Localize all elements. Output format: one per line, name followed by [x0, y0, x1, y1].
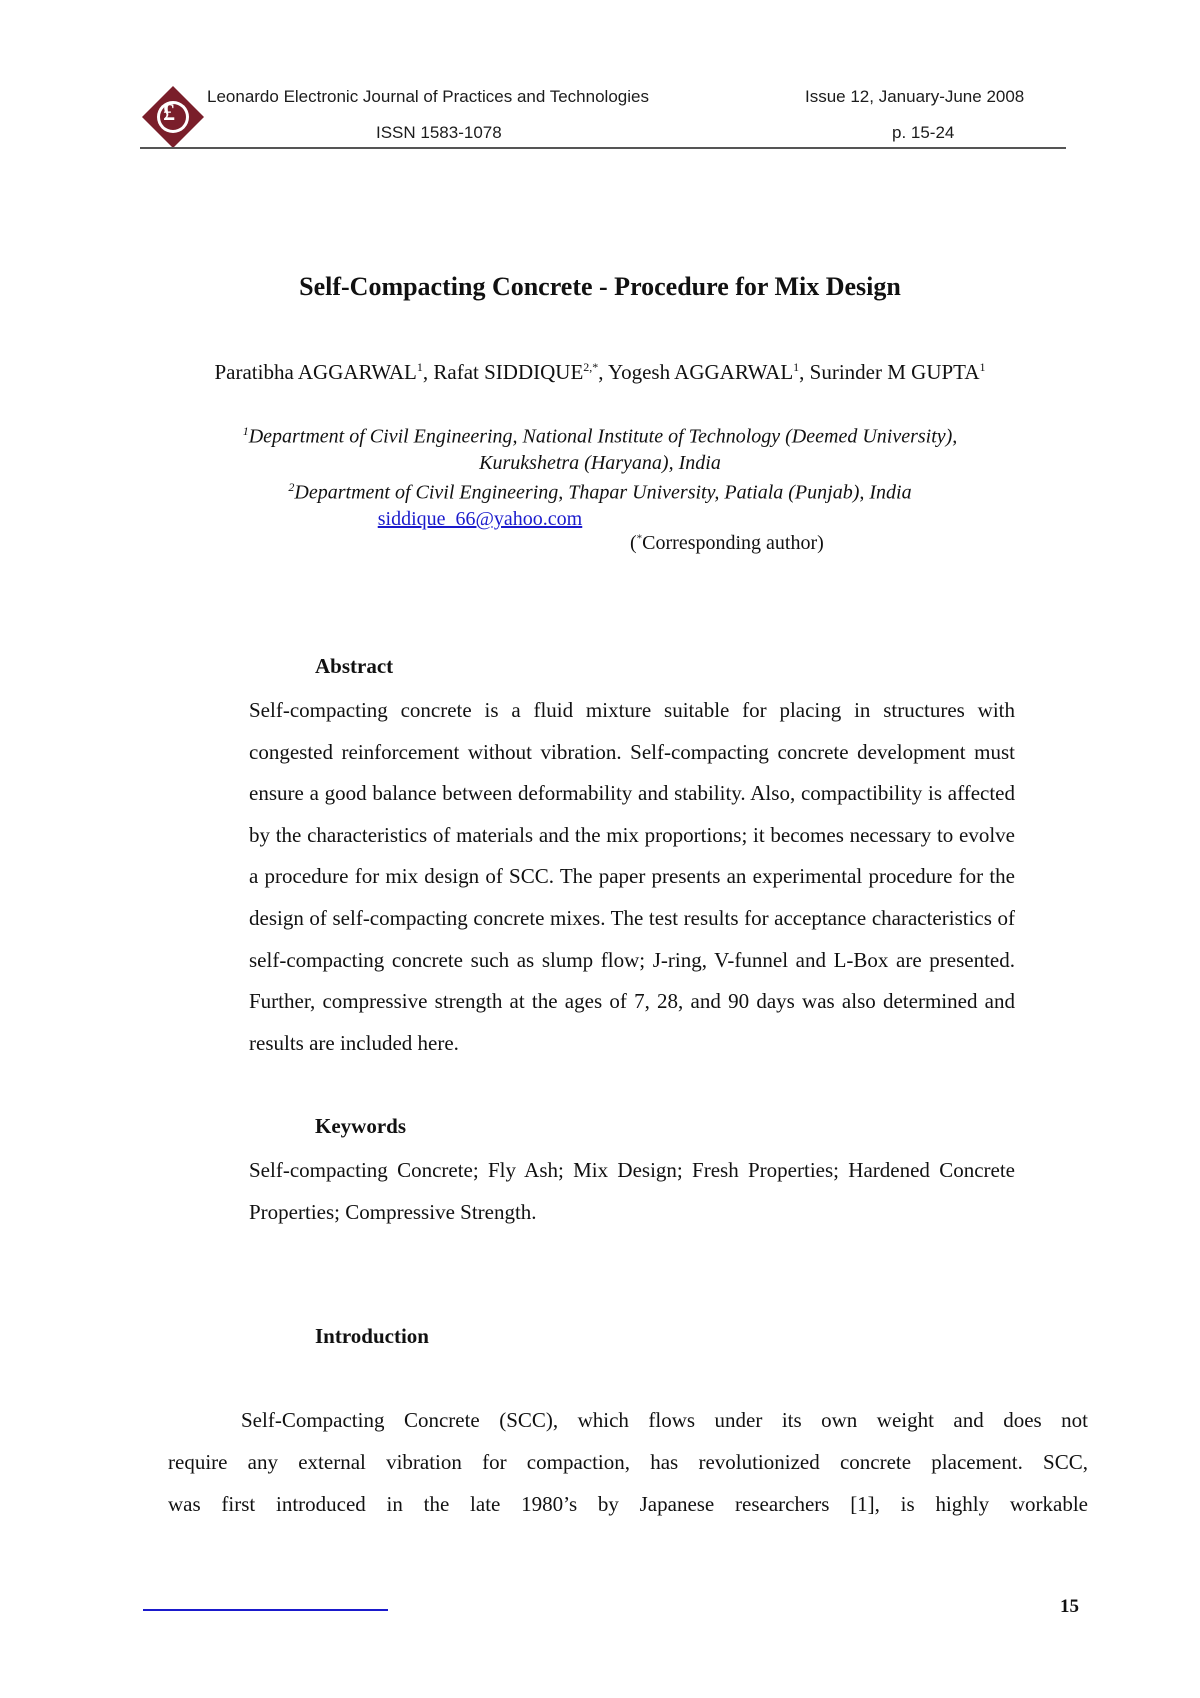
page-number: 15: [1060, 1596, 1079, 1617]
journal-logo: [140, 84, 206, 150]
author-name: Yogesh AGGARWAL: [608, 360, 794, 384]
affiliation-2: [0, 480, 1200, 505]
corr-sup: *: [636, 532, 643, 545]
affiliation-sup: 2: [288, 480, 295, 494]
logo-letter: £: [163, 100, 175, 126]
keywords-heading: Keywords: [315, 1114, 406, 1138]
footer-rule: [143, 1609, 388, 1611]
introduction-line: require any external vibration for compaction, has revolutionized concrete placement. SCC,: [168, 1450, 1088, 1474]
abstract-text: Self-compacting concrete is a fluid mixture suitable for placing in structures with congested reinforcement without vibration. Self-compacting concrete development must ensure a good balance between deformability and stability. Also, compactibility is affected by the characteristics of materials and the mix proportions; it becomes necessary to evolve a procedure for mix design of SCC. The paper presents an experimental procedure for the design of self-compacting concrete mixes. The test results for acceptance characteristics of self-compacting concrete such as slump flow; J-ring, V-funnel and L-Box are presented. Further, compressive strength at the ages of 7, 28, and 90 days was also determined and results are included here.: [249, 698, 1015, 1055]
corr-text: Corresponding author): [642, 532, 824, 554]
introduction-line: Self-Compacting Concrete (SCC), which flows under its own weight and does not: [241, 1408, 1088, 1432]
author-sup: 1: [416, 360, 423, 374]
introduction-line: was first introduced in the late 1980’s by Japanese researchers [1], is highly workable: [168, 1492, 1088, 1516]
journal-name: Leonardo Electronic Journal of Practices and Technologies: [207, 87, 649, 106]
paper-title: Self-Compacting Concrete - Procedure for Mix Design: [299, 272, 901, 301]
author-name: Paratibha AGGARWAL: [214, 360, 417, 384]
corresponding-author-note: [630, 532, 824, 555]
author-name: Rafat SIDDIQUE: [433, 360, 584, 384]
abstract-heading: Abstract: [315, 654, 394, 678]
page-range: p. 15-24: [892, 123, 955, 142]
affiliation-sup: 1: [242, 424, 249, 438]
affiliation-1-line2: Kurukshetra (Haryana), India: [479, 452, 721, 474]
introduction-heading: Introduction: [315, 1324, 429, 1348]
author-sup: 1: [793, 360, 800, 374]
issn: ISSN 1583-1078: [376, 123, 502, 142]
affiliation-text: Department of Civil Engineering, Thapar University, Patiala (Punjab), India: [294, 481, 912, 504]
affiliation-1: [0, 424, 1200, 449]
corr-open: (: [630, 532, 637, 554]
issue-info: Issue 12, January-June 2008: [805, 87, 1025, 106]
author-name: Surinder M GUPTA: [809, 360, 980, 384]
author-sup: 1: [979, 360, 986, 374]
author-sup: 2,*: [583, 360, 599, 374]
affiliation-text: Department of Civil Engineering, National Institute of Technology (Deemed University),: [248, 425, 958, 448]
author-list: Paratibha AGGARWAL$^1$, Rafat $SIDDIQUE^{2,*}$, Yogesh AGGARWAL$^1$, Surinder M GUPTA$^1$: [214, 360, 986, 384]
keywords-text: Self-compacting Concrete; Fly Ash; Mix Design; Fresh Properties; Hardened Concrete Properties; Compressive Strength.: [249, 1158, 1015, 1224]
email-link[interactable]: siddique_66@yahoo.com: [377, 508, 583, 530]
header-rule: [140, 147, 1066, 149]
